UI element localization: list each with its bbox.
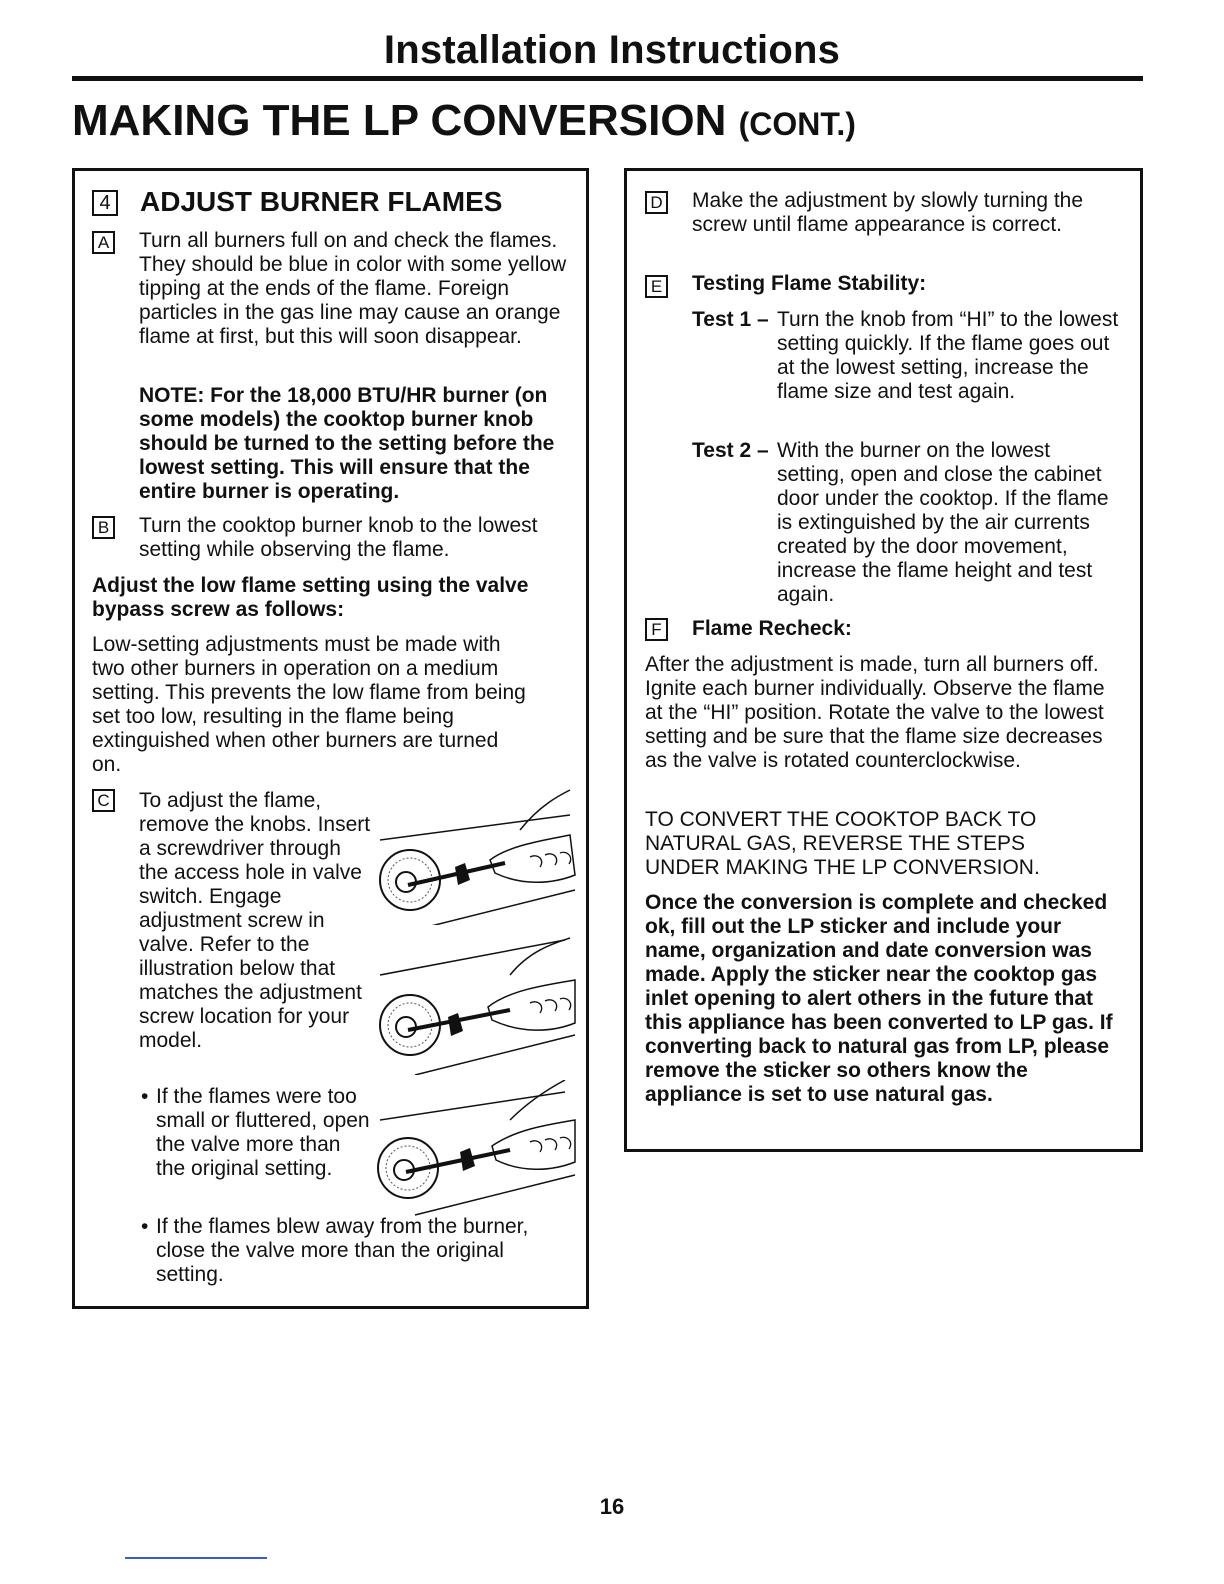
badge-b: B	[92, 516, 115, 539]
step-d-text: Make the adjustment by slowly turning the screw until flame appearance is correct.	[692, 189, 1084, 236]
test-1-label: Test 1 –	[692, 308, 769, 331]
badge-d: D	[645, 191, 668, 214]
section-title-text: MAKING THE LP CONVERSION	[72, 96, 727, 145]
valve-illustration-2	[370, 935, 580, 1075]
step-f-title: Flame Recheck:	[692, 617, 852, 640]
final-note-text: Once the conversion is complete and checked ok, fill out the LP sticker and include your name, organization and date conversion was made. Apply the sticker near the cooktop gas inlet opening to alert others in the future that this appliance has been converted to LP gas. If converting back to natural gas from LP, please remove the sticker so others know the appliance is set to use natural gas.	[645, 891, 1113, 1106]
test-2-text: With the burner on the lowest setting, open and close the cabinet door under the cooktop. If the flame is extinguished by the air currents created by the door movement, increase the flame height and test again.	[777, 439, 1109, 606]
note-text: NOTE: For the 18,000 BTU/HR burner (on some models) the cooktop burner knob should be turned to the setting before the lowest setting. This will ensure that the entire burner is operating.	[139, 384, 555, 503]
convert-back-text: TO CONVERT THE COOKTOP BACK TO NATURAL GAS, REVERSE THE STEPS UNDER MAKING THE LP CONVERSION.	[645, 808, 1040, 879]
page-number: 16	[599, 1494, 625, 1519]
bullet-dot-1: •	[141, 1085, 149, 1108]
badge-a: A	[92, 231, 115, 254]
adjust-heading: Adjust the low flame setting using the valve bypass screw as follows:	[92, 574, 529, 621]
badge-f: F	[645, 618, 668, 641]
test-1-text: Turn the knob from “HI” to the lowest setting quickly. If the flame goes out at the lowest setting, increase the flame size and test again.	[777, 308, 1119, 403]
footer-line	[125, 1557, 267, 1559]
recheck-text: After the adjustment is made, turn all burners off. Ignite each burner individually. Observe the flame at the “HI” position. Rotate the valve to the lowest setting and be sure that the flame size decreases as the valve is rotated counterclockwise.	[645, 653, 1105, 772]
bullet-text-2: If the flames blew away from the burner, close the valve more than the original setting.	[156, 1215, 529, 1286]
step-c-text: To adjust the flame, remove the knobs. Insert a screwdriver through the access hole in valve switch. Engage adjustment screw in valve. Refer to the illustration below that matches the adjustment screw location for your model.	[139, 789, 371, 1052]
bullet-dot-2: •	[141, 1215, 149, 1238]
step-a-text: Turn all burners full on and check the flames. They should be blue in color with some yellow tipping at the ends of the flame. Foreign particles in the gas line may cause an orange flame at first, but this will soon disappear.	[139, 229, 567, 348]
valve-illustration-3	[370, 1080, 580, 1220]
badge-e: E	[645, 275, 668, 298]
header-rule	[72, 76, 1143, 81]
test-2-label: Test 2 –	[692, 439, 769, 462]
section-title-cont: (CONT.)	[738, 106, 856, 142]
step-e-title: Testing Flame Stability:	[692, 272, 927, 295]
step-b-text: Turn the cooktop burner knob to the lowest setting while observing the flame.	[139, 514, 538, 561]
header-title: Installation Instructions	[383, 28, 841, 72]
badge-c: C	[92, 789, 115, 812]
section-title	[72, 96, 856, 146]
bullet-text-1: If the flames were too small or fluttered, open the valve more than the original setting.	[156, 1085, 370, 1180]
valve-illustration-1	[370, 785, 580, 925]
step-title: ADJUST BURNER FLAMES	[140, 186, 503, 217]
step-badge: 4	[92, 190, 118, 216]
low-setting-text: Low-setting adjustments must be made with two other burners in operation on a medium setting. This prevents the low flame from being set too low, resulting in the flame being extinguished when other burners are turned on.	[92, 633, 526, 776]
